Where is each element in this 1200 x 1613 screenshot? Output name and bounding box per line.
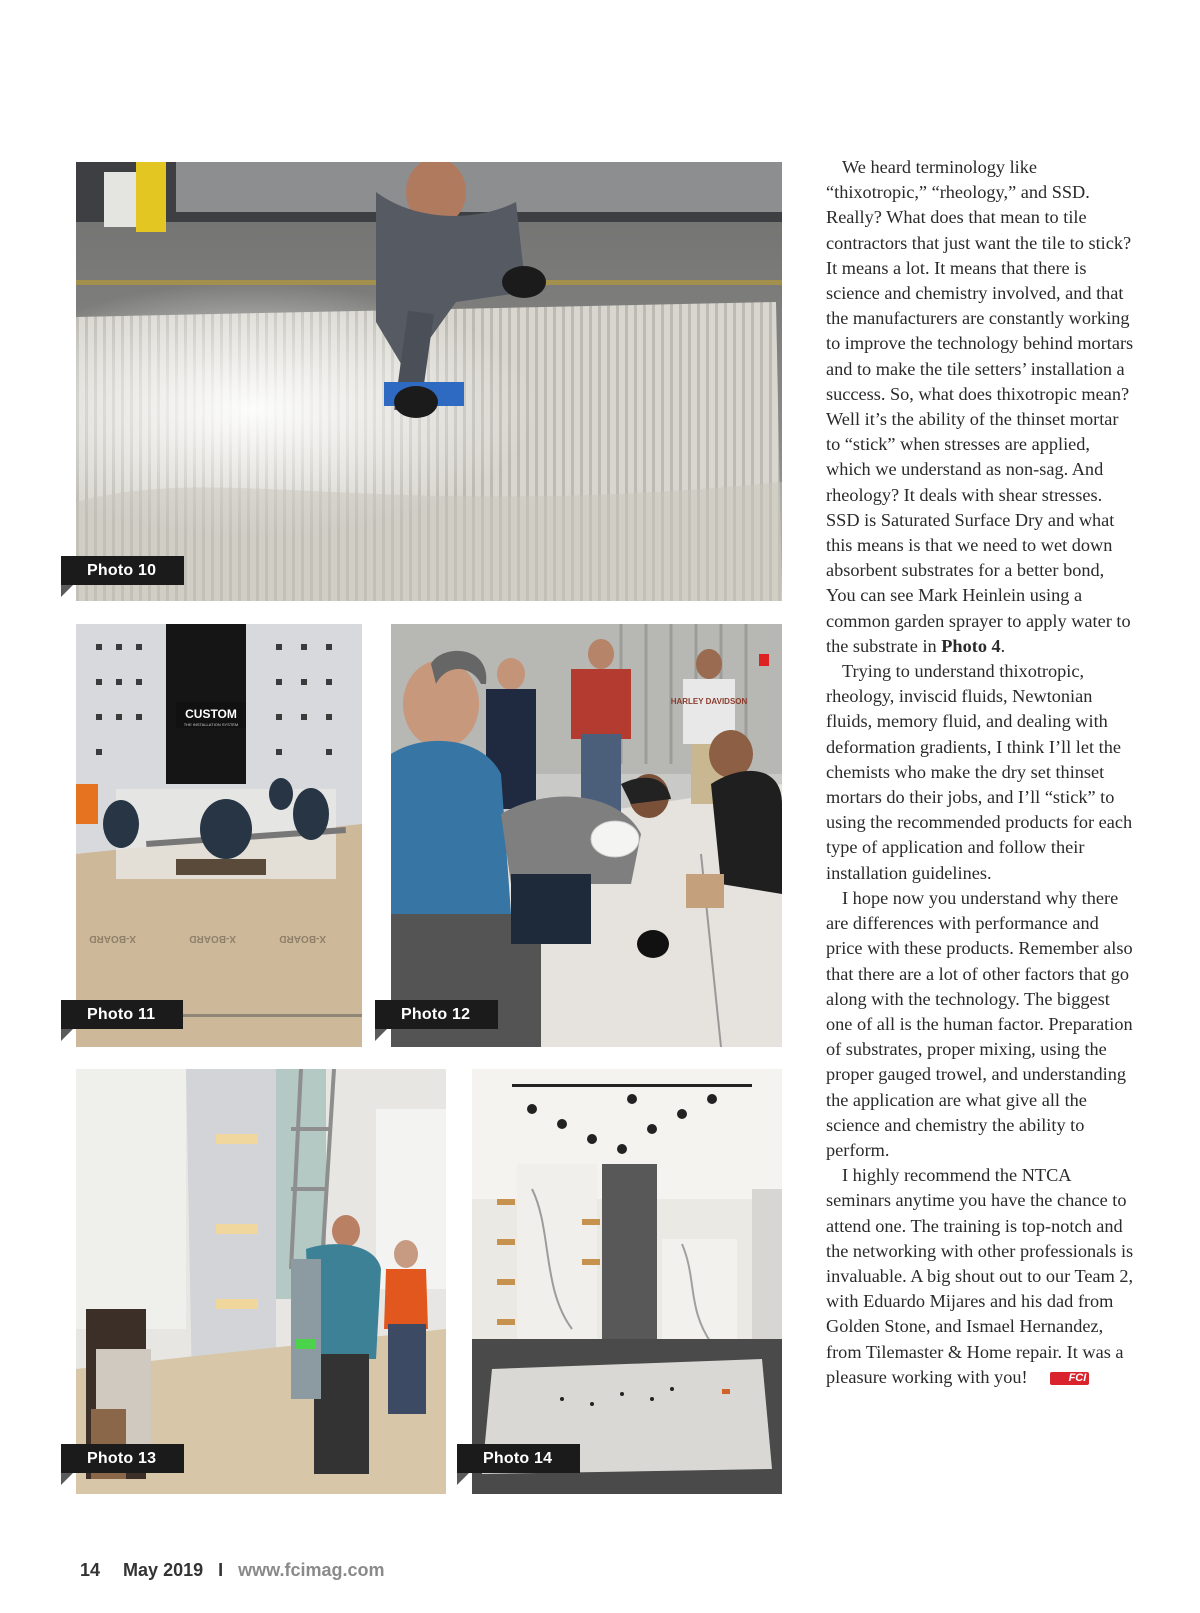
- photo-12-label: Photo 12: [375, 1000, 498, 1029]
- photo-11: [76, 624, 362, 1047]
- photo-13-label: Photo 13: [61, 1444, 184, 1473]
- photo-4-reference: Photo 4: [941, 635, 1001, 656]
- shirt-text: HARLEY DAVIDSON: [670, 697, 748, 706]
- floor-brand-text-3: X-BOARD: [279, 933, 326, 944]
- issue-date: May 2019: [123, 1560, 204, 1580]
- page-footer: [80, 1560, 385, 1581]
- paragraph-4: [826, 1163, 1136, 1390]
- photo-10-label: Photo 10: [61, 556, 184, 585]
- paragraph-1-end: .: [1000, 635, 1006, 656]
- article-body: [826, 155, 1136, 1390]
- website-url: www.fcimag.com: [238, 1560, 385, 1580]
- fci-end-mark-icon: FCI: [1050, 1372, 1090, 1385]
- photo-11-label: Photo 11: [61, 1000, 183, 1029]
- paragraph-1-text: We heard terminology like “thixotropic,” “rheology,” and SSD. Really? What does that mean to tile contractors that just want the tile to stick? It means a lot. It means that there is science and chemistry involved, and that the manufacturers are constantly working to improve the technology behind mortars and to make the tile setters’ installation a success. So, what does thixotropic mean? Well it’s the ability of the thinset mortar to “stick” when stresses are applied, which we understand as non-sag. And rheology? It deals with shear stresses. SSD is Saturated Surface Dry and what this means is that we need to wet down absorbent substrates for a better bond, You can see Mark Heinlein using a common garden sprayer to apply water to the substrate in: [826, 157, 1134, 656]
- paragraph-2: Trying to understand thixotropic, rheology, inviscid fluids, Newtonian fluids, memory fluid, and dealing with deformation gradients, I think I’ll let the chemists who make the dry set thinset mortars do their jobs, and I’ll “stick” to using the recommended products for each type of application and follow their installation guidelines.: [826, 661, 1133, 883]
- paragraph-3: I hope now you understand why there are differences with performance and price with these products. Remember also that there are a lot of other factors that go along with the technology. The biggest one of all is the human factor. Preparation of substrates, proper mixing, using the proper gauged trowel, and understanding the application are what give all the science and chemistry the ability to perform.: [826, 887, 1133, 1160]
- floor-brand-text-1: X-BOARD: [89, 933, 136, 944]
- custom-sign-sub: THE INSTALLATION SYSTEM: [183, 722, 239, 727]
- paragraph-1: [826, 155, 1136, 659]
- photo-13: [76, 1069, 446, 1494]
- photo-14: [472, 1069, 782, 1494]
- photo-12: [391, 624, 782, 1047]
- paragraph-4-text: I highly recommend the NTCA seminars anytime you have the chance to attend one. The training is top-notch and the networking with other professionals is invaluable. A big shout out to our Team 2, with Eduardo Mijares and his dad from Golden Stone, and Ismael Hernandez, from Tilemaster & Home repair. It was a pleasure working with you!: [826, 1165, 1134, 1387]
- page-number: 14: [80, 1560, 101, 1580]
- floor-brand-text-2: X-BOARD: [189, 933, 236, 944]
- custom-sign-text: CUSTOM: [185, 707, 237, 721]
- photo-10: [76, 162, 782, 601]
- footer-separator: I: [218, 1560, 224, 1580]
- photo-14-label: Photo 14: [457, 1444, 580, 1473]
